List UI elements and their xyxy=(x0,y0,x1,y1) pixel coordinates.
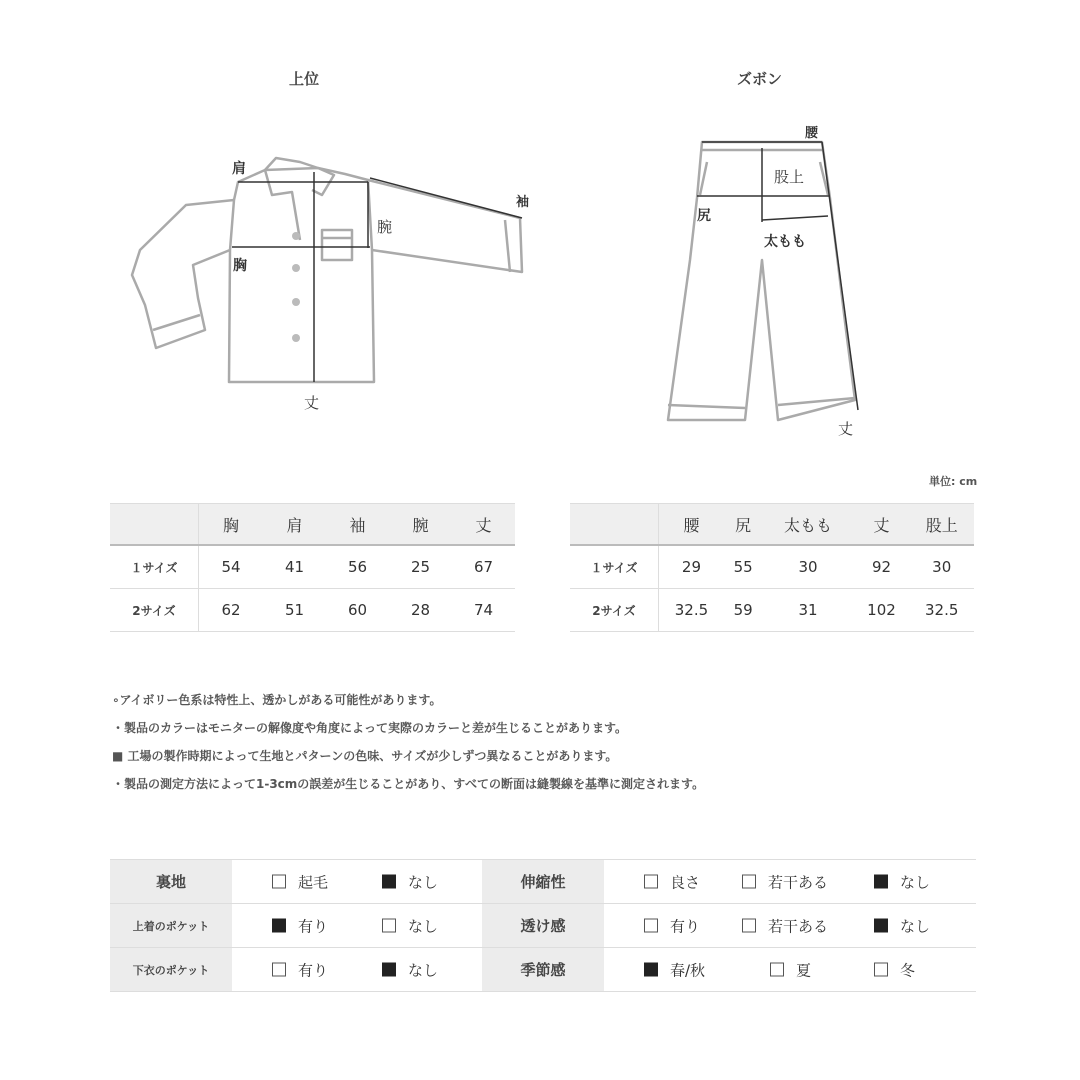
note-line: ・製品のカラーはモニターの解像度や角度によって実際のカラーと差が生じることがあります。 xyxy=(112,721,628,735)
row-header: 2サイズ xyxy=(110,589,199,632)
shirt-buttons xyxy=(292,232,300,342)
option-label: 起毛 xyxy=(298,873,329,891)
table-cell: 92 xyxy=(854,545,910,589)
option-sheer-yes xyxy=(644,915,700,936)
checkbox-icon xyxy=(874,963,888,977)
top-diagram-title: 上位 xyxy=(289,70,320,88)
column-header: 肩 xyxy=(263,504,326,546)
option-bottom-pocket-no xyxy=(382,959,438,980)
attr-options-bottom-pocket xyxy=(232,948,482,992)
option-label: 冬 xyxy=(900,961,916,979)
label-shoulder: 肩 xyxy=(232,161,246,177)
attr-options-top-pocket xyxy=(232,904,482,948)
label-top-length: 丈 xyxy=(304,394,320,412)
attr-label-stretch: 伸縮性 xyxy=(482,860,604,904)
attr-label-top-pocket: 上着のポケット xyxy=(110,904,232,948)
table-cell: 102 xyxy=(854,589,910,632)
checkbox-icon xyxy=(644,875,658,889)
option-label: 有り xyxy=(670,917,701,935)
option-label: 若干ある xyxy=(768,873,829,891)
label-thigh: 太もも xyxy=(764,234,806,250)
checkbox-icon xyxy=(742,875,756,889)
row-header: １サイズ xyxy=(570,545,659,589)
label-pants-length: 丈 xyxy=(838,420,854,438)
table-cell: 25 xyxy=(389,545,452,589)
option-label: なし xyxy=(408,961,439,979)
checkbox-checked-icon xyxy=(874,919,888,933)
table-header-row xyxy=(570,504,974,546)
option-season-spring-autumn xyxy=(644,959,705,980)
shirt-measure-lines xyxy=(232,172,522,382)
option-sheer-some xyxy=(742,915,828,936)
table-row xyxy=(110,589,515,632)
option-label: なし xyxy=(900,873,931,891)
checkbox-checked-icon xyxy=(644,963,658,977)
option-stretch-none xyxy=(874,871,930,892)
table-row xyxy=(570,589,974,632)
table-cell: 60 xyxy=(326,589,389,632)
table-cell: 56 xyxy=(326,545,389,589)
checkbox-checked-icon xyxy=(874,875,888,889)
checkbox-icon xyxy=(770,963,784,977)
table-cell: 30 xyxy=(909,545,974,589)
note-line: ∘アイボリー色系は特性上、透かしがある可能性があります。 xyxy=(112,693,442,707)
attr-options-stretch xyxy=(604,860,976,904)
unit-label: 単位: cm xyxy=(929,475,978,488)
column-header: 袖 xyxy=(326,504,389,546)
attribute-row xyxy=(110,860,976,904)
checkbox-icon xyxy=(272,875,286,889)
option-top-pocket-yes xyxy=(272,915,328,936)
option-stretch-good xyxy=(644,871,700,892)
label-rise: 股上 xyxy=(774,168,805,186)
table-cell: 30 xyxy=(762,545,853,589)
table-cell: 51 xyxy=(263,589,326,632)
note-line: ■ 工場の製作時期によって生地とパターンの色味、サイズが少しずつ異なることがあります。 xyxy=(112,749,618,763)
column-header: 腕 xyxy=(389,504,452,546)
option-stretch-some xyxy=(742,871,828,892)
table-cell: 54 xyxy=(199,545,263,589)
row-header: １サイズ xyxy=(110,545,199,589)
column-header: 尻 xyxy=(724,504,762,546)
label-waist: 腰 xyxy=(805,126,819,141)
checkbox-checked-icon xyxy=(382,875,396,889)
pants-diagram-title: ズボン xyxy=(737,70,783,88)
option-label: なし xyxy=(408,873,439,891)
shirt-illustration xyxy=(132,158,522,382)
attr-label-bottom-pocket: 下衣のポケット xyxy=(110,948,232,992)
option-label: 春/秋 xyxy=(670,961,706,979)
table-cell: 29 xyxy=(659,545,724,589)
column-header: 丈 xyxy=(452,504,515,546)
table-cell: 62 xyxy=(199,589,263,632)
table-cell: 59 xyxy=(724,589,762,632)
top-size-table xyxy=(110,503,515,632)
garment-illustrations xyxy=(0,0,1080,470)
table-cell: 32.5 xyxy=(909,589,974,632)
option-lining-none xyxy=(382,871,438,892)
attr-label-season: 季節感 xyxy=(482,948,604,992)
option-label: 有り xyxy=(298,961,329,979)
option-label: なし xyxy=(408,917,439,935)
option-season-summer xyxy=(770,959,811,980)
attr-options-sheer xyxy=(604,904,976,948)
column-header: 股上 xyxy=(909,504,974,546)
column-header: 腰 xyxy=(659,504,724,546)
option-label: 若干ある xyxy=(768,917,829,935)
option-label: 有り xyxy=(298,917,329,935)
table-row xyxy=(110,545,515,589)
care-notes xyxy=(112,690,704,802)
attr-label-sheer: 透け感 xyxy=(482,904,604,948)
table-cell: 55 xyxy=(724,545,762,589)
table-cell: 28 xyxy=(389,589,452,632)
option-season-winter xyxy=(874,959,915,980)
note-line: ・製品の測定方法によって1-3cmの誤差が生じることがあり、すべての断面は縫製線を基準に測定されます。 xyxy=(112,777,705,791)
option-top-pocket-no xyxy=(382,915,438,936)
table-cell: 74 xyxy=(452,589,515,632)
table-corner xyxy=(570,504,659,546)
column-header: 胸 xyxy=(199,504,263,546)
option-label: 良さ xyxy=(670,873,701,891)
checkbox-icon xyxy=(742,919,756,933)
table-cell: 41 xyxy=(263,545,326,589)
option-label: 夏 xyxy=(796,961,812,979)
attribute-row xyxy=(110,904,976,948)
column-header: 丈 xyxy=(854,504,910,546)
option-lining-brushed xyxy=(272,871,328,892)
column-header: 太もも xyxy=(762,504,853,546)
attribute-table xyxy=(110,859,976,992)
label-hip: 尻 xyxy=(697,208,711,224)
checkbox-icon xyxy=(644,919,658,933)
table-row xyxy=(570,545,974,589)
attr-label-lining: 裏地 xyxy=(110,860,232,904)
attr-options-season xyxy=(604,948,976,992)
attr-options-lining xyxy=(232,860,482,904)
checkbox-checked-icon xyxy=(382,963,396,977)
table-cell: 32.5 xyxy=(659,589,724,632)
checkbox-icon xyxy=(382,919,396,933)
label-chest: 胸 xyxy=(233,258,247,274)
table-header-row xyxy=(110,504,515,546)
table-corner xyxy=(110,504,199,546)
option-sheer-none xyxy=(874,915,930,936)
table-cell: 31 xyxy=(762,589,853,632)
attribute-row xyxy=(110,948,976,992)
pants-size-table xyxy=(570,503,974,632)
label-sleeve: 袖 xyxy=(516,195,530,210)
option-bottom-pocket-yes xyxy=(272,959,328,980)
label-arm: 腕 xyxy=(377,218,393,236)
row-header: 2サイズ xyxy=(570,589,659,632)
checkbox-icon xyxy=(272,963,286,977)
option-label: なし xyxy=(900,917,931,935)
table-cell: 67 xyxy=(452,545,515,589)
checkbox-checked-icon xyxy=(272,919,286,933)
